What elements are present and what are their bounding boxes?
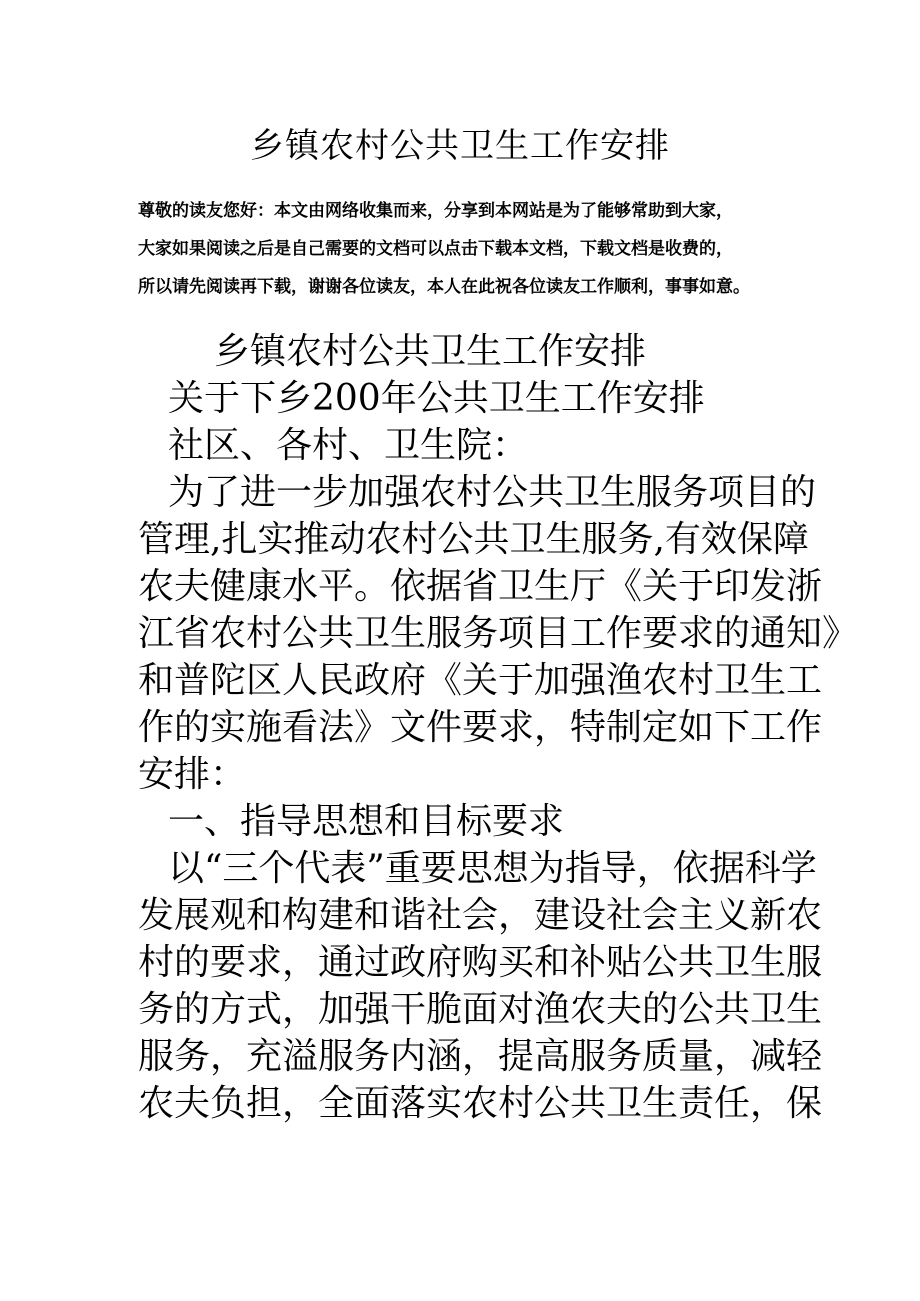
- body-line: 村的要求，通过政府购买和补贴公共卫生服: [138, 942, 823, 983]
- body-line: 管理,扎实推动农村公共卫生服务,有效保障: [138, 519, 809, 560]
- notice-line-1: 尊敬的读友您好：本文由网络收集而来，分享到本网站是为了能够常助到大家，: [138, 201, 733, 221]
- notice-line-3: 所以请先阅读再下载，谢谢各位读友，本人在此祝各位读友工作顺利，事事如意。: [138, 277, 750, 297]
- body-line: 为了进一步加强农村公共卫生服务项目的: [168, 472, 817, 513]
- body-line: 以“三个代表”重要思想为指导，依据科学: [168, 848, 817, 889]
- body-line: 和普陀区人民政府《关于加强渔农村卫生工: [138, 660, 823, 701]
- body-line: 安排：: [138, 754, 247, 795]
- reader-notice: [138, 192, 798, 306]
- body-addressee: 社区、各村、卫生院：: [168, 425, 529, 466]
- section-heading: 一、指导思想和目标要求: [168, 801, 565, 842]
- body-subject: 关于下乡200年公共卫生工作安排: [168, 378, 705, 419]
- document-title: 乡镇农村公共卫生工作安排: [250, 126, 670, 166]
- body-heading: 乡镇农村公共卫生工作安排: [214, 331, 647, 372]
- body-line: 农夫负担，全面落实农村公共卫生责任，保: [138, 1083, 823, 1124]
- body-line: 江省农村公共卫生服务项目工作要求的通知》: [138, 613, 859, 654]
- body-line: 服务，充溢服务内涵，提高服务质量，减轻: [138, 1036, 823, 1077]
- notice-line-2: 大家如果阅读之后是自己需要的文档可以点击下载本文档，下载文档是收费的，: [138, 239, 733, 259]
- body-line: 发展观和构建和谐社会，建设社会主义新农: [138, 895, 823, 936]
- body-line: 务的方式，加强干脆面对渔农夫的公共卫生: [138, 989, 823, 1030]
- body-line: 农夫健康水平。依据省卫生厅《关于印发浙: [138, 566, 823, 607]
- document-body: [138, 328, 859, 1127]
- body-line: 作的实施看法》文件要求，特制定如下工作: [138, 707, 823, 748]
